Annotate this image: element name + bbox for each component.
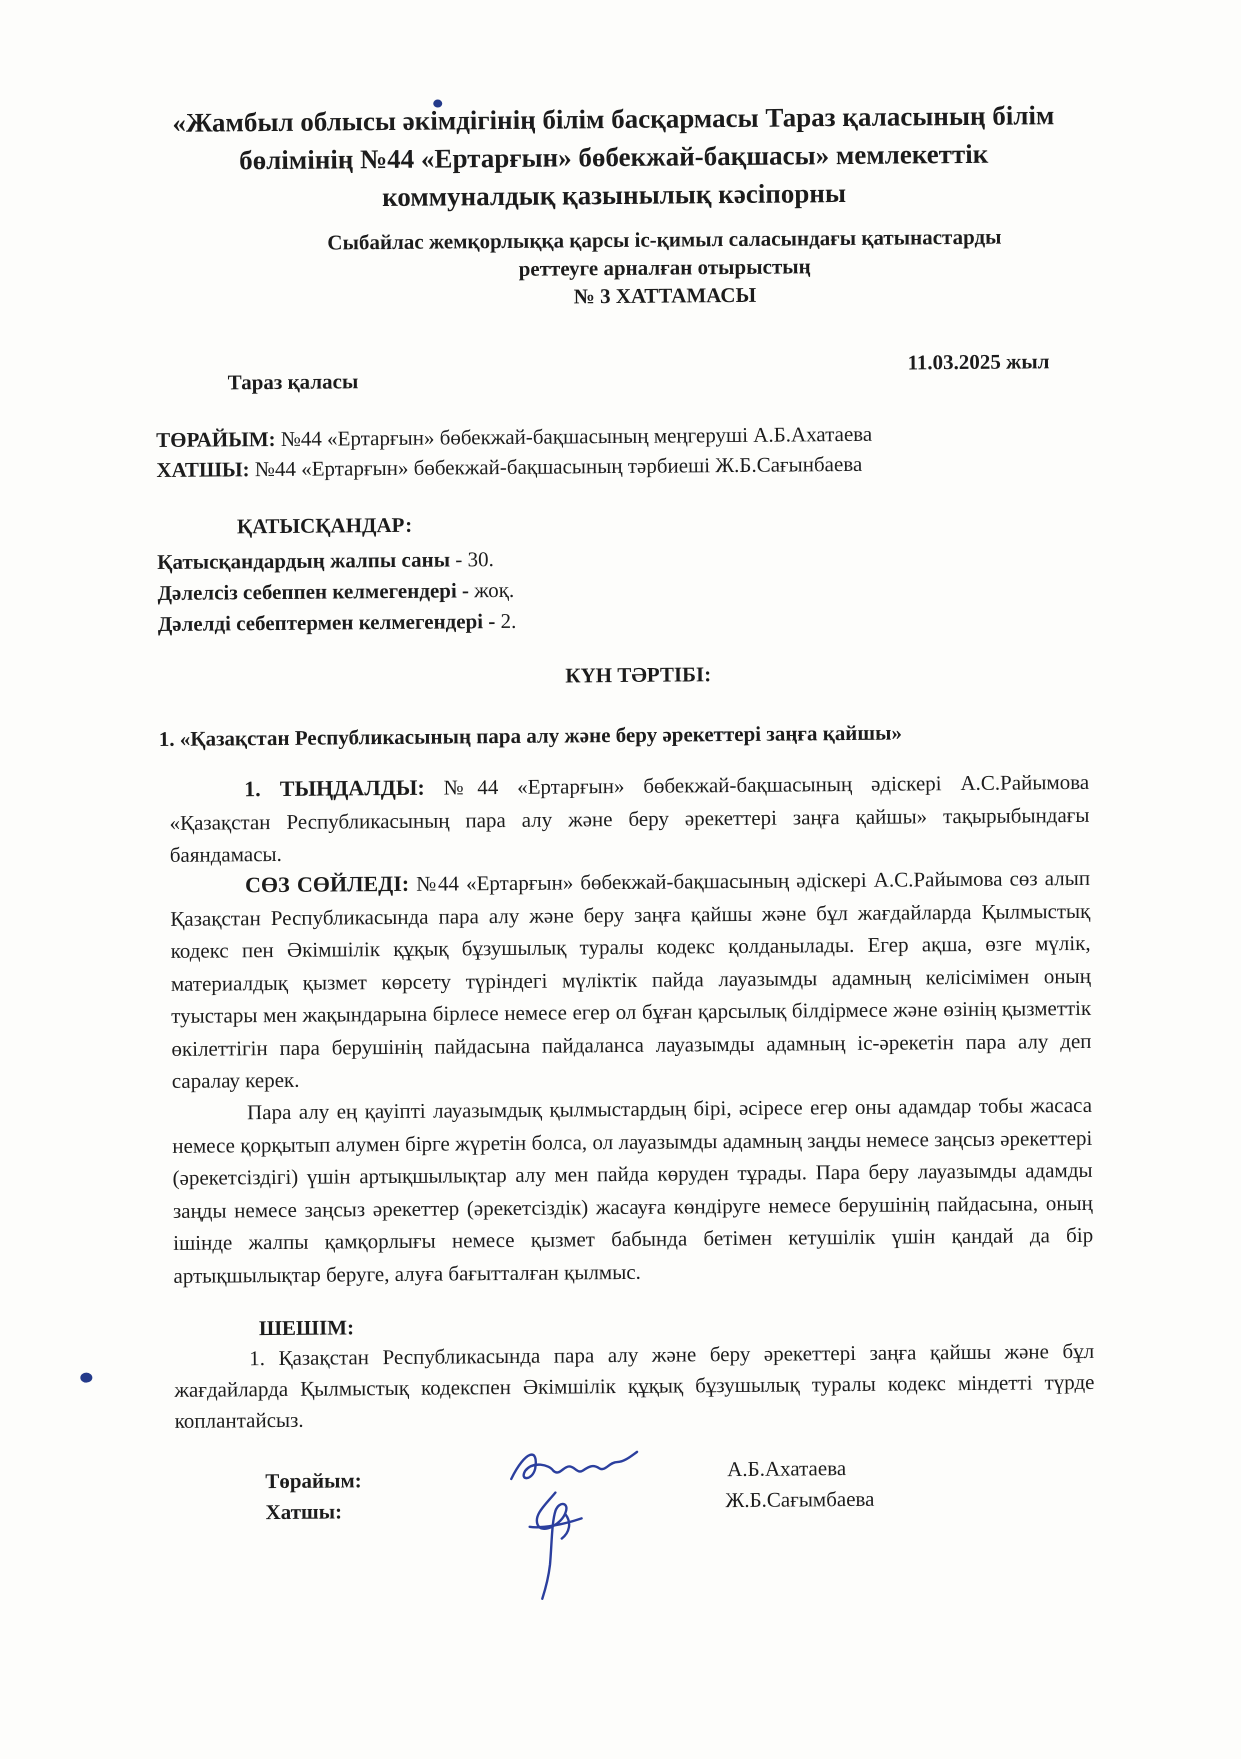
subtitle-line-1: Сыбайлас жемқорлыққа қарсы іс-қимыл саласындағы қатынастарды: [327, 224, 1002, 255]
protocol-number: № 3 ХАТТАМАСЫ: [573, 282, 757, 309]
attendance-unexcused: [157, 575, 514, 608]
listened-text: №44 «Ертарғын» бөбекжай-бақшасының әдіскері А.С.Райымова «Қазақстан Республикасының пара алу және беру әрекеттері заңға қайшы» тақырыбындағы баяндамасы.: [169, 769, 1090, 867]
signature-secretary-name: Ж.Б.Сағымбаева: [725, 1486, 875, 1513]
organization-title: [133, 96, 1094, 218]
agenda-heading: КҮН ТӘРТІБІ:: [565, 662, 712, 688]
speech-paragraph-2: Пара алу ең қауіпті лауазымдық қылмыстардың бірі, әсіресе егер оны адамдар тобы жасаса немесе қорқытып алумен бірге жүретін болса, ол лауазымды адамның заңды немесе заңсыз әрекеттері (әрекетсіздігі) үшін артықшылықтар алу мен пайда көруден тұрады. Пара беру лауазымды адамды заңды немесе заңсыз әрекеттер (әрекетсіздік) жасауға көндіруге немесе берушінің пайдасына, оның ішінде жалпы қамқорлығы немесе қызмет бабында бетімен кетушілік үшін қандай да бір артықшылықтар беруге, алуға бағытталған қылмыс.: [172, 1092, 1094, 1288]
secretary-signature: [515, 1484, 596, 1605]
decision-heading: ШЕШІМ:: [258, 1315, 355, 1341]
date: 11.03.2025 жыл: [907, 349, 1050, 375]
chairperson-text: №44 «Ертарғын» бөбекжай-бақшасының меңгеруші А.Б.Ахатаева: [275, 421, 873, 451]
attendance-unexcused-label: Дәлелсіз себеппен келмегендері -: [157, 578, 470, 606]
meeting-subtitle: [234, 222, 1095, 314]
city: Тараз қаласы: [227, 369, 359, 395]
listened-paragraph: [169, 766, 1090, 872]
attendance-total-label: Қатысқандардың жалпы саны: [157, 547, 451, 575]
signature-secretary-label: Хатшы:: [265, 1499, 343, 1525]
chairperson-label: ТӨРАЙЫМ:: [156, 426, 276, 453]
org-line-1: «Жамбыл облысы әкімдігінің білім басқармасы Тараз қаласының білім: [172, 100, 1055, 138]
org-line-3: коммуналдық қазынылық кәсіпорны: [381, 178, 847, 213]
org-line-2: бөлімінің №44 «Ертарғын» бөбекжай-бақшасы» мемлекеттік: [239, 138, 989, 176]
attendance-excused-label: Дәлелді себептермен келмегендері -: [157, 609, 496, 637]
attendance-total: [157, 544, 494, 577]
attendance-unexcused-value: жоқ.: [468, 577, 515, 603]
subtitle-line-2: реттеуге арналған отырыстың: [518, 254, 811, 281]
attendance-total-value: - 30.: [449, 547, 494, 572]
speech-label: СӨЗ СӨЙЛЕДІ:: [244, 870, 410, 898]
attendance-excused: [158, 606, 517, 639]
listened-label: 1. ТЫҢДАЛДЫ:: [244, 774, 425, 802]
agenda-item-1: 1. «Қазақстан Республикасының пара алу және беру әрекеттері заңға қайшы»: [158, 720, 903, 752]
secretary-text: №44 «Ертарғын» бөбекжай-бақшасының тәрбиеші Ж.Б.Сағынбаева: [249, 451, 863, 482]
attendance-heading: ҚАТЫСҚАНДАР:: [236, 512, 413, 539]
chair-signature: [505, 1440, 645, 1491]
attendance-excused-value: 2.: [495, 608, 517, 634]
ink-blot: [80, 1373, 92, 1383]
decision-item-1: 1. Қазақстан Республикасында пара алу және беру әрекеттері заңға қайшы және бұл жағдайларда Қылмыстық кодекспен Әкімшілік құқық бұзушылық туралы кодекс міндетті түрде коплантайсыз.: [174, 1338, 1095, 1433]
secretary-label: ХАТШЫ:: [156, 457, 250, 483]
signature-chair-name: А.Б.Ахатаева: [727, 1456, 847, 1482]
speech-paragraph: [170, 862, 1092, 1098]
signature-chair-label: Төрайым:: [265, 1468, 362, 1494]
speech-text: №44 «Ертарғын» бөбекжай-бақшасының әдіскері А.С.Райымова сөз алып Қазақстан Республикасында пара алу және беру заңға қайшы және бұл жағдайларда Қылмыстық кодекс пен Әкімшілік құқық бұзушылық туралы кодекс қолданылады. Егер ақша, өзге мүлік, материалдық қызмет көрсету түріндегі мүліктік пайда лауазымды адамның келісімімен оның туыстары мен жақындарына бірлесе немесе егер ол бұған қарсылық білдірмесе және өзінің қызметтік өкілеттігін пара берушінің пайдасына пайдаланса лауазымды адамның іс-әрекетін пара алу деп саралау керек.: [170, 865, 1092, 1093]
